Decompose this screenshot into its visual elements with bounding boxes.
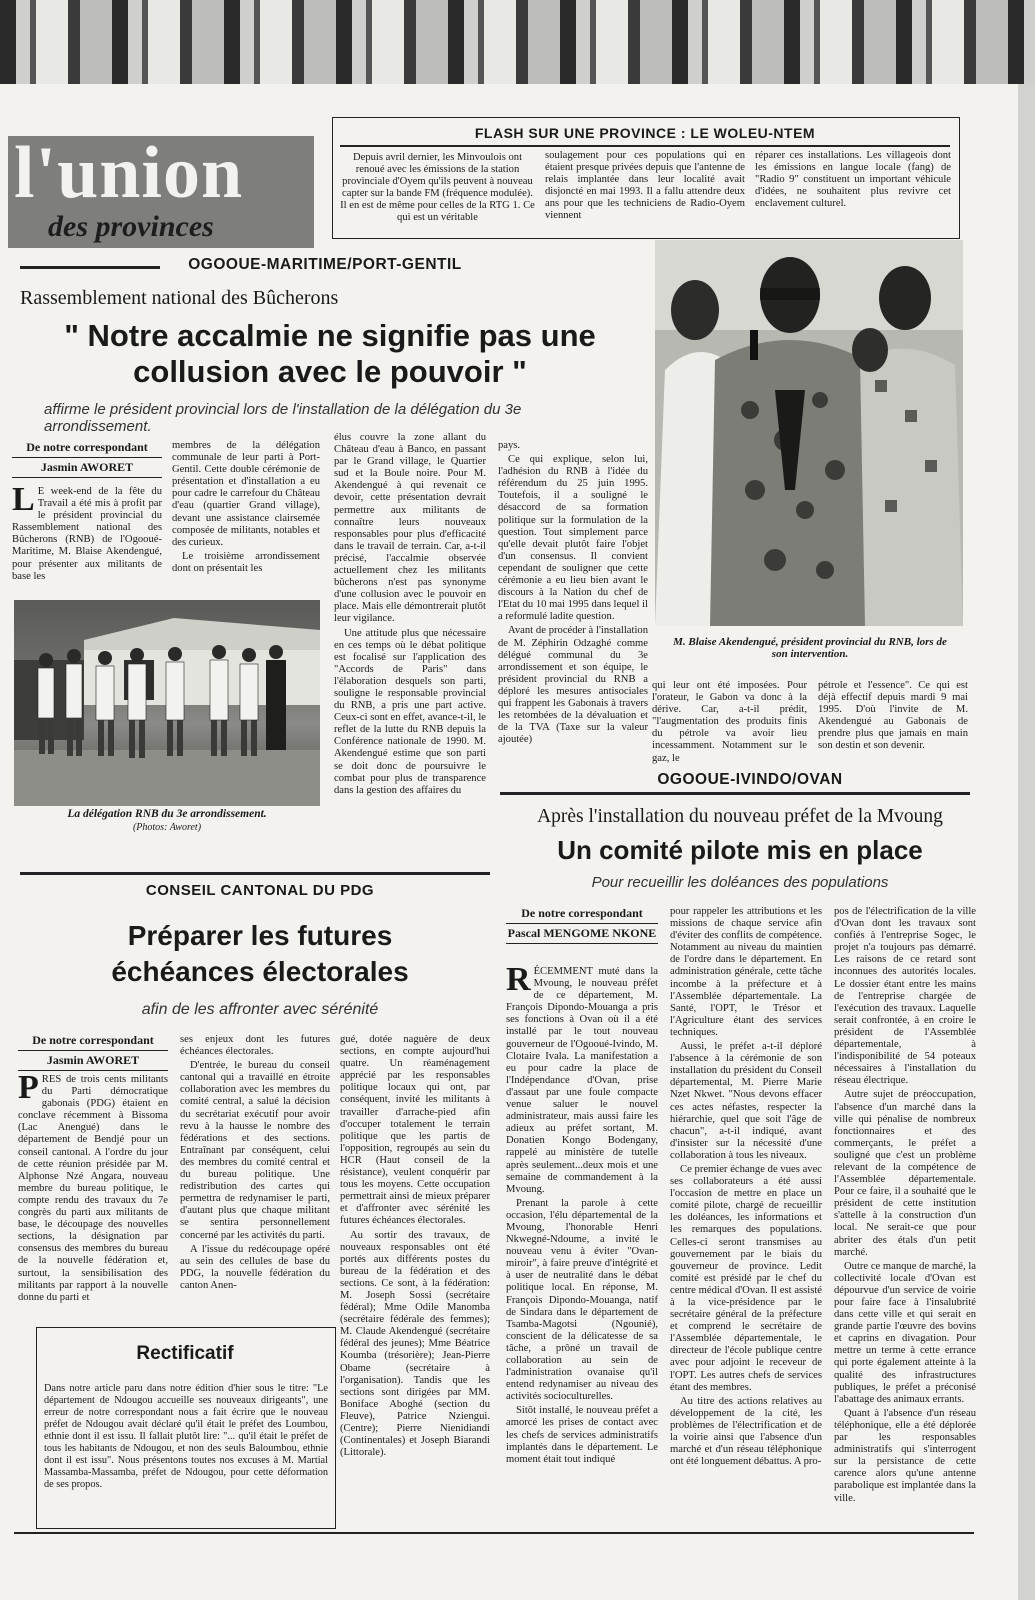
article1-col-4 <box>498 440 648 748</box>
article1-overline: Rassemblement national des Bûcherons <box>20 287 339 309</box>
photo-credit: (Photos: Aworet) <box>132 822 202 833</box>
paragraph: Prenant la parole à cette occasion, l'élu départemental de la Mvoung, l'honorable Henri Nkwegné-Ndoume, a invité le nouveau venu à éviter "Ovan-miroir", à faire preuve d'intégrité et à user de neutralité dans le débat politique local. En réponse, M. François Dipondo-Mouanga, natif de Sindara dans le département de Tsamba-Magotsi (Ngounié), conscient de la délicatesse de sa tâche, a prôné un travail de collaboration au sein de l'administration ovanaise qu'il entend redynamiser au niveau des activités socioculturelles. <box>506 1197 658 1403</box>
speaker-photo-caption: M. Blaise Akendengué, président provincial du RNB, lors de son intervention. <box>673 636 947 660</box>
byline-rule <box>18 1070 168 1071</box>
byline-rule <box>506 923 658 924</box>
paragraph: Autre sujet de préoccupation, l'absence d'un marché dans la ville qui pénalise de nombreux fonctionnaires et des commerçants, le préfet a souligné que c'est un problème relevant de la compétence de l'Assemblée départementale. Pour ce faire, il a souhaité que le président de cette institution s'attelle à la construction d'un local. Ne serait-ce que pour abriter des étals d'un petit marché. <box>834 1089 976 1258</box>
paragraph: Au sortir des travaux, de nouveaux responsables ont été portés aux différents postes du bureau de la fédération et des sections. Ce sont, à la fédération: M. Joseph Sossi (secrétaire fédéral); Mme Odile Manomba (secrétaire fédérale des femmes); M. Claude Akendengué (secrétaire fédéral des jeunes); Mme Béatrice Koumba (trésorière); Jean-Pierre Obame (secrétaire à l'organisation). Tandis que les sections sont dirigées par MM. Boniface Aboghé (section du Fleuve), Patrice Nziengui. (Centre); Pierre Nienidiandi (Continentales) et Joseph Biarandi (Littorale). <box>340 1229 490 1459</box>
article3-headline: Un comité pilote mis en place <box>557 835 923 865</box>
flash-heading-rule <box>340 145 950 147</box>
article3-byline <box>506 906 658 946</box>
flash-col-3: réparer ces installations. Les villageois dont les émissions en langue locale (fang) de "Radio 9" constituent un important véhicule d'idées, ne souhaitent plus revivre cet enclavement culturel. <box>755 150 951 210</box>
article3-byline-role: De notre correspondant <box>521 906 643 920</box>
paragraph: Quant à l'absence d'un réseau téléphonique, elle a été déplorée par les responsables administratifs qui s'interrogent sur la persistance de cette carence alors qu'une antenne parabolique est implantée dans la ville. <box>834 1407 976 1504</box>
article3-section: OGOOUE-IVINDO/OVAN <box>657 771 843 788</box>
masthead-subtitle: des provinces <box>48 210 214 243</box>
bottom-rule <box>14 1532 974 1534</box>
delegation-photo-caption: La délégation RNB du 3e arrondissement. <box>67 808 267 820</box>
paragraph: gué, dotée naguère de deux sections, en compte aujourd'hui quatre. Un réaménagement apprécié par les responsables politique locaux qui ont, par conséquent, invité les militants à travailler d'arrache-pied afin d'occuper totalement le terrain politique que les partis de l'opposition, regroupés au sein du HCR (Haut conseil de la résistance), veulent conquérir par tous les moyens. Cette occupation permettrait ainsi de mieux préparer et d'affronter avec sérénité les futures échéances électorales. <box>340 1034 490 1227</box>
article1-deck: affirme le président provincial lors de l'installation de la délégation du 3e arrondissement. <box>44 401 522 435</box>
article1-col-2 <box>172 440 320 577</box>
byline-rule <box>12 477 162 478</box>
article2-byline-name: Jasmin AWORET <box>46 1053 140 1067</box>
masthead-title: l'union <box>14 132 244 214</box>
article1-byline-name: Jasmin AWORET <box>40 460 134 474</box>
article3-deck: Pour recueillir les doléances des populations <box>591 874 889 891</box>
paragraph: pour rappeler les attributions et les missions de chaque service afin d'éviter des conflits de compétence. Notamment au niveau du maintien de l'ordre dans le département. En administration générale, cette tâche incombe à la préfecture et à l'Assemblée départementale. La Santé, l'OPT, le Trésor et l'Agriculture étant des services techniques. <box>670 906 822 1038</box>
article1-col-1: LE week-end de la fête du Travail a été mis à profit par le président provincial du Rassemblement national des Bûcherons (RNB) de l'Ogooué-Maritime, M. Blaise Akendengué, pour présenter aux militants de base les <box>12 481 162 582</box>
scan-top-strip <box>0 0 1035 84</box>
rectificatif-text: Dans notre article paru dans notre édition d'hier sous le titre: "Le département de Ndougou accueille ses nouveaux dirigeants", une erreur de notre correspondant nous a fait écrire que le nouveau préfet de Ndougou avait déclaré qu'il était le préfet des Loumbou, ethnie dont il est issu. Il fallait plutôt lire: "... qu'il était le préfet de tous les habitants de Ndougou, et non des seuls Baloumbou, ethnie dont il est issu". Nous présentons toutes nos excuses à M. Martial Massamba-Massamba, préfet de Ndougou, pour cette déformation de ses propos. <box>44 1383 328 1490</box>
article3-byline-name: Pascal MENGOME NKONE <box>507 926 657 940</box>
flash-heading: FLASH SUR UNE PROVINCE : LE WOLEU-NTEM <box>474 125 816 141</box>
speaker-photo-svg <box>655 240 963 626</box>
article2-byline-role: De notre correspondant <box>32 1033 154 1047</box>
delegation-photo <box>14 600 320 806</box>
paragraph: Sitôt installé, le nouveau préfet a amorcé les prises de contact avec les chefs de services administratifs implantés dans le département. Le moment était tout indiqué <box>506 1405 658 1465</box>
paragraph: ses enjeux dont les futures échéances électorales. <box>180 1034 330 1058</box>
article2-col-1: PRES de trois cents militants du Parti démocratique gabonais (PDG) étaient en conclave récemment à Bissoma (Lac Anengué) dans le département de Bendjé pour un conseil cantonal. A l'ordre du jour de cette réunion présidée par M. Alphonse Nzé Angara, nouveau membre du bureau politique, le compte rendu des travaux du 7e congrès du parti aux militants de base, le découpage des nouvelles sections, la désignation par consensus des membres du bureau de la nouvelle fédération et, surtout, la sensibilisation des militants par rapport à la nouvelle donne du parti et <box>18 1069 168 1303</box>
article2-col-2 <box>180 1034 330 1294</box>
article1-headline: " Notre accalmie ne signifie pas une collusion avec le pouvoir " <box>64 318 596 389</box>
paragraph: pays. <box>498 440 521 451</box>
section-rule-left2 <box>20 872 490 875</box>
paragraph: Aussi, le préfet a-t-il déploré l'absence à la cérémonie de son installation du président du Conseil départemental, M. Pierre Marie Nzet Nkwet. "Nous devons effacer ces actes néfastes, respecter la hiérarchie, quel que soit l'âge de chacun", a-t-il indiqué, avant d'insister sur la nécessité d'une collaboration à tous les niveaux. <box>670 1041 822 1161</box>
paragraph: Une attitude plus que nécessaire en ces temps où le débat politique est focalisé sur l'application des "Accords de Paris" dans l'élaboration desquels son parti, souligne le responsable provincial du RNB, a pris une part active. Ceux-ci sont en effet, avance-t-il, le reflet de la lutte du RNB depuis la Conférence nationale de 1990. M. Akendengué estime que son parti se doit donc de poursuivre le combat pour plus de transparence dans la gestion des affaires du <box>334 627 486 796</box>
byline-rule <box>18 1050 168 1051</box>
article2-byline <box>18 1033 168 1073</box>
article2-deck: afin de les affronter avec sérénité <box>141 1001 379 1018</box>
paragraph: A l'issue du redécoupage opéré au sein des cellules de base du PDG, la nouvelle fédération du canton Anen- <box>180 1243 330 1291</box>
masthead <box>8 132 314 248</box>
scan-right-edge <box>1018 84 1035 1600</box>
article1-section: OGOOUE-MARITIME/PORT-GENTIL <box>188 256 462 273</box>
article2-section: CONSEIL CANTONAL DU PDG <box>145 882 375 899</box>
paragraph: Avant de procéder à l'installation de M. Zéphirin Odzaghé comme délégué communal du 3e arrondissement et son équipe, le président provincial du RNB a déploré les mesures antisociales qui frappent les Gabonais à travers les retombées de la dévaluation et de la TVA (Taxe sur la valeur ajoutée) <box>498 625 648 746</box>
paragraph: RÉCEMMENT muté dans la Mvoung, le nouveau préfet de ce département, M. François Dipondo-Mouanga a pris ses fonctions à Ovan où il a été installé par le tout nouveau gouverneur de l'Ogooué-Ivindo, M. Clotaire Ivala. La manifestation a eu pour cadre la place de l'Indépendance d'Ovan, prise d'assaut par une foule compacte venue saluer le nouvel administrateur, mais aussi faire les adieux au préfet sortant, M. Donatien Kongo Bodengany, rappelé au ministère de tutelle après seulement...deux mois et une semaine de commandement à la Mvoung. <box>506 961 658 1195</box>
paragraph: élus couvre la zone allant du Château d'eau à Banco, en passant par le Grand village, le Quartier sud et la Boule noire. Pour M. Akendengué à qui revenait ce devoir, cette présentation devrait permettre aux militants de connaître leurs nouveaux responsables pour plus d'efficacité dans le travail de terrain. Car, a-t-il précisé, l'accalmie observée actuellement chez les militants bûcherons n'est pas synonyme d'une collusion avec le pouvoir en place. Mais elle démontrerait plutôt leur vigilance. <box>334 432 486 625</box>
article1-byline <box>12 440 162 480</box>
speaker-photo <box>655 240 963 626</box>
byline-rule <box>506 943 658 944</box>
paragraph: Le troisième arrondissement dont on présentait les <box>172 550 320 574</box>
byline-rule <box>12 457 162 458</box>
article1-col-5: qui leur ont été imposées. Pour l'orateur, le Gabon va donc à la dérive. Car, a-t-il prédit, "l'augmentation des produits finis du pétrole va avoir lieu incessamment. Notamment sur le gaz, le <box>652 680 807 764</box>
paragraph: Au titre des actions relatives au développement de la cité, les problèmes de l'électrification et de la voirie ainsi que l'absence d'un marché et d'un réseau téléphonique ont été longuement débattus. A pro- <box>670 1395 822 1468</box>
paragraph: Ce premier échange de vues avec ses collaborateurs a été aussi l'occasion de mettre en place un comité pilote, chargé de recueillir les doléances, les informations et les remarques des populations. Celles-ci seront transmises au gouvernement par le biais du gouverneur de province. Ledit comité est présidé par le chef du centre médical d'Ovan. Il est assisté à la vice-présidence par le secrétaire général de la préfecture et comprend le secrétaire de l'Assemblée départementale, le directeur de l'école publique centre avec pour adjoint le receveur de l'OPT. Les autres chefs de services étant des membres. <box>670 1163 822 1393</box>
article3-col-3 <box>834 906 976 1507</box>
article3-col-2 <box>670 906 822 1470</box>
paragraph: Ce qui explique, selon lui, l'adhésion du RNB à l'idée du référendum du 25 juin 1995. Toutefois, il a souligné le désaccord de sa formation politique sur la formulation de la question. Tout simplement parce qu'elle devait plutôt faire l'objet d'un consensus. Il convient cependant de souligner que cette cérémonie a eu lieu bien avant le discours à la Nation du chef de l'Etat du 10 mai 1995 dans lequel il a reformulé ladite question. <box>498 454 648 623</box>
section-rule-left <box>20 266 160 269</box>
section-rule-right <box>500 792 970 795</box>
paragraph: membres de la délégation communale de leur parti à Port-Gentil. Cette double cérémonie de présentation et d'installation a eu pour cadre le carrefour du Château d'eau (quartier Grand village), devant une assistance clairsemée composée de militants, notables et des curieux. <box>172 440 320 548</box>
article1-col-6: pétrole et l'essence". Ce qui est déjà effectif depuis mardi 9 mai 1995. D'où l'invite de M. Akendengué au Gabonais de prendre plus que jamais en main son destin et son devenir. <box>818 680 968 752</box>
article1-col-3 <box>334 432 486 799</box>
paragraph: pos de l'électrification de la ville d'Ovan dont les travaux sont confiés à l'entreprise Sogec, le projet n'a toujours pas démarré. Les raisons de ce retard sont inconnues des autorités locales. Le dossier étant entre les mains de l'entreprise chargée de l'exécution des travaux. Laquelle serait confrontée, à en croire le président de l'Assemblée départementale, à l'indisponibilité de 54 poteaux nécessaires à l'installation du réseau électrique. <box>834 906 976 1087</box>
article2-col-3 <box>340 1034 490 1461</box>
rectificatif-title: Rectificatif <box>136 1343 234 1364</box>
flash-col-1: Depuis avril dernier, les Minvoulois ont renoué avec les émissions de la station provinciale d'Oyem qu'ils peuvent à nouveau capter sur la bande FM (fréquence modulée). Il en est de même pour celles de la RTG 1. Ce qui est un véritable <box>340 152 535 224</box>
article2-headline: Préparer les futures échéances électorales <box>111 920 409 987</box>
paragraph: D'entrée, le bureau du conseil cantonal qui a travaillé en étroite collaboration avec les membres du comité central, a salué la décision du secrétariat exécutif pour avoir revu à la hausse le nombre des fédérations et des sections. Entraînant par conséquent, celui des membres du comité central et du bureau politique. Une redistribution des cartes qui permettra de redynamiser le parti, d'autant plus que chaque militant se sentira personnellement concerné par les activités du parti. <box>180 1060 330 1241</box>
delegation-photo-svg <box>14 600 320 806</box>
article3-overline: Après l'installation du nouveau préfet de la Mvoung <box>537 806 943 827</box>
article3-col-1 <box>506 961 658 1468</box>
flash-col-2: soulagement pour ces populations qui en étaient presque privées depuis que l'antenne de relais implantée dans leur localité avait disjoncté en mai 1993. Il a fallu attendre deux ans pour que les techniciens de Radio-Oyem viennent <box>545 150 745 222</box>
article1-byline-role: De notre correspondant <box>26 440 148 454</box>
paragraph: Outre ce manque de marché, la collectivité locale d'Ovan est dépourvue d'un service de voirie pour faire face à l'insalubrité dans cette ville et qui serait en grande partie l'œuvre des bovins et caprins en divagation. Pour mettre un terme à cette errance qui porte également atteinte à la qualité des infrastructures publiques, le préfet a préconisé l'abattage des animaux errants. <box>834 1260 976 1405</box>
